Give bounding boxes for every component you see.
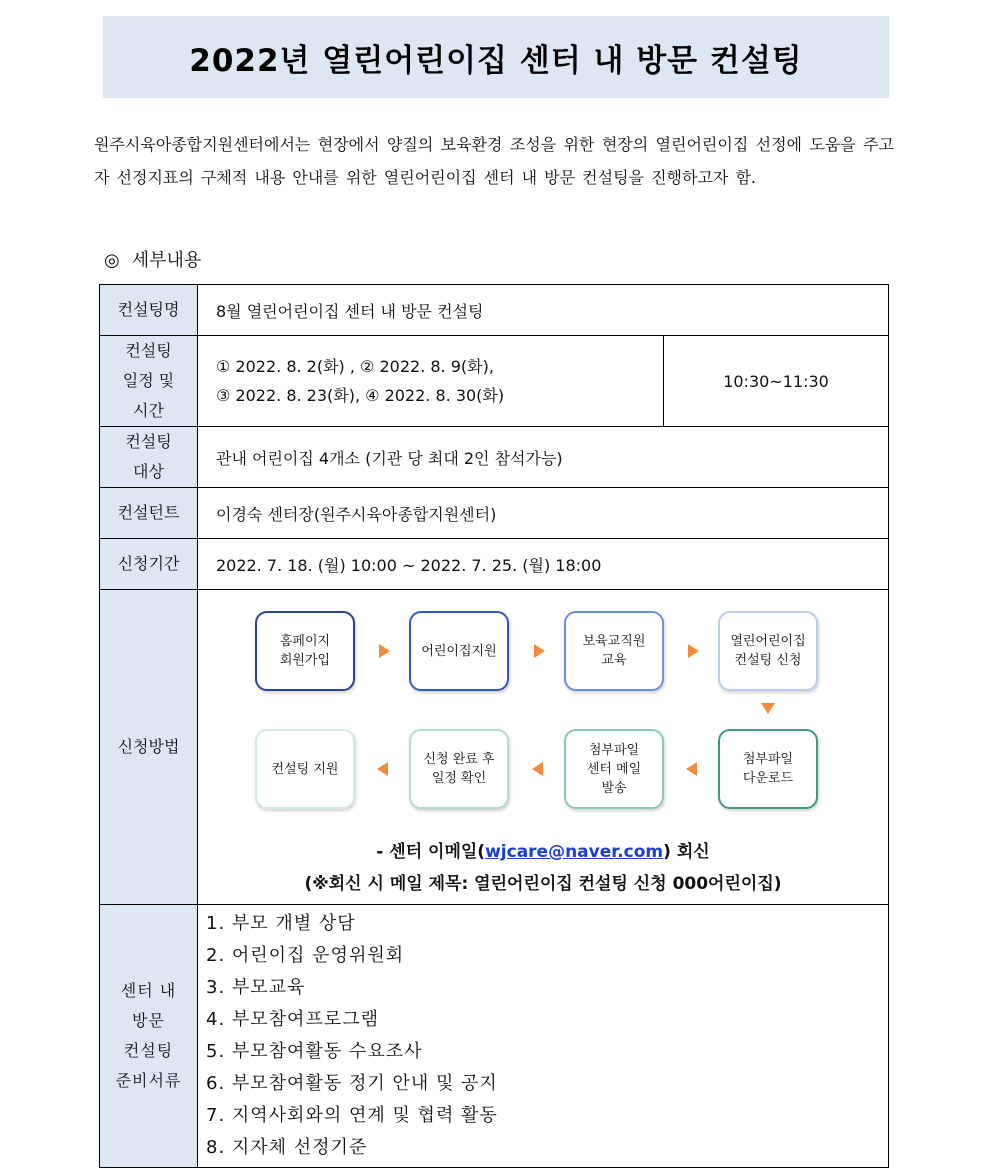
flow-step-text: 컨설팅 지원: [271, 761, 339, 777]
list-item: 6. 부모참여활동 정기 안내 및 공지: [206, 1073, 498, 1094]
flow-step-text: 일정 확인: [431, 771, 487, 786]
row-label: 신청방법: [100, 590, 198, 905]
table-row: [100, 539, 889, 590]
list-item: 2. 어린이집 운영위원회: [206, 945, 405, 966]
schedule-line: ③ 2022. 8. 23(화), ④ 2022. 8. 30(화): [216, 386, 505, 405]
arrow-left-icon: [686, 762, 697, 776]
list-item: 5. 부모참여활동 수요조사: [206, 1041, 423, 1062]
flow-step-text: 컨설팅 신청: [734, 653, 802, 668]
page-title: 2022년 열린어린이집 센터 내 방문 컨설팅: [189, 42, 803, 79]
schedule-dates: [198, 336, 664, 427]
schedule-time: 10:30~11:30: [664, 336, 889, 427]
row-label: 신청기간: [100, 539, 198, 590]
label-line: 준비서류: [115, 1071, 182, 1090]
flow-step-text: 센터 메일: [586, 761, 642, 777]
row-label: 컨설턴트: [100, 488, 198, 539]
list-item: 4. 부모참여프로그램: [206, 1009, 379, 1030]
label-line: 컨설팅: [125, 432, 172, 451]
email-link[interactable]: wjcare@naver.com: [485, 842, 664, 862]
flow-step-box: [255, 729, 355, 809]
method-cell: [198, 590, 889, 905]
double-circle-icon: ◎: [104, 250, 120, 271]
table-row: [100, 427, 889, 488]
flow-step-text: 회원가입: [279, 653, 331, 668]
list-item: 7. 지역사회와의 연계 및 협력 활동: [206, 1105, 498, 1126]
arrow-right-icon: [688, 644, 699, 658]
documents-list: [198, 905, 889, 1168]
table-row: [100, 905, 889, 1168]
label-line: 시간: [133, 401, 164, 420]
table-row: [100, 336, 889, 427]
label-line: 컨설팅: [125, 341, 172, 360]
arrow-right-icon: [379, 644, 390, 658]
flow-step-box: [409, 611, 509, 691]
flow-step-box: [255, 611, 355, 691]
application-period-value: 2022. 7. 18. (월) 10:00 ~ 2022. 7. 25. (월) 18:00: [198, 539, 889, 590]
arrow-right-icon: [534, 644, 545, 658]
arrow-left-icon: [532, 762, 543, 776]
flow-step-text: 신청 완료 후: [423, 752, 495, 767]
list-item: 8. 지자체 선정기준: [206, 1137, 368, 1158]
email-suffix: ) 회신: [663, 842, 710, 862]
flow-step-text: 열린어린이집: [730, 634, 806, 649]
flow-step-box: [718, 611, 818, 691]
consultant-value: 이경숙 센터장(원주시육아종합지원센터): [198, 488, 889, 539]
flow-step-box: [564, 729, 664, 809]
label-line: 대상: [133, 462, 164, 481]
email-reply-line: [198, 837, 888, 862]
arrow-down-icon: [761, 703, 775, 714]
label-line: 센터 내: [120, 981, 177, 1000]
label-line: 일정 및: [122, 371, 175, 390]
flow-step-text: 교육: [601, 653, 627, 668]
flow-step-text: 첨부파일: [742, 752, 794, 767]
flow-step-box: [718, 729, 818, 809]
row-label: [100, 427, 198, 488]
email-prefix: - 센터 이메일(: [376, 842, 486, 862]
flow-step-text: 보육교직원: [582, 634, 646, 649]
row-label: [100, 905, 198, 1168]
flow-step-text: 발송: [601, 780, 627, 796]
target-value: 관내 어린이집 4개소 (기관 당 최대 2인 참석가능): [198, 427, 889, 488]
table-row: [100, 285, 889, 336]
application-flow: [198, 590, 888, 904]
title-banner: [103, 16, 889, 98]
flow-step-text: 어린이집지원: [421, 643, 497, 659]
table-row: [100, 488, 889, 539]
flow-step-text: 첨부파일: [588, 742, 640, 758]
row-label: [100, 336, 198, 427]
schedule-line: ① 2022. 8. 2(화) , ② 2022. 8. 9(화),: [216, 357, 494, 376]
flow-step-text: 홈페이지: [279, 634, 331, 649]
arrow-left-icon: [377, 762, 388, 776]
label-line: 컨설팅: [123, 1041, 174, 1060]
list-item: 1. 부모 개별 상담: [206, 913, 356, 934]
section-heading-label: 세부내용: [131, 250, 202, 271]
row-label: 컨설팅명: [100, 285, 198, 336]
email-subject-note: (※회신 시 메일 제목: 열린어린이집 컨설팅 신청 000어린이집): [304, 874, 782, 894]
flow-step-box: [409, 729, 509, 809]
consulting-name-value: 8월 열린어린이집 센터 내 방문 컨설팅: [198, 285, 889, 336]
flow-step-text: 다운로드: [742, 771, 794, 786]
table-row: [100, 590, 889, 905]
flow-step-box: [564, 611, 664, 691]
section-heading: [104, 246, 201, 272]
list-item: 3. 부모교육: [206, 977, 306, 998]
label-line: 방문: [132, 1011, 165, 1030]
intro-paragraph: 원주시육아종합지원센터에서는 현장에서 양질의 보육환경 조성을 위한 현장의 열린어린이집 선정에 도움을 주고자 선정지표의 구체적 내용 안내를 위한 열린어린이집 센터 내 방문 컨설팅을 진행하고자 함.: [94, 135, 894, 187]
details-table: [99, 284, 889, 1168]
